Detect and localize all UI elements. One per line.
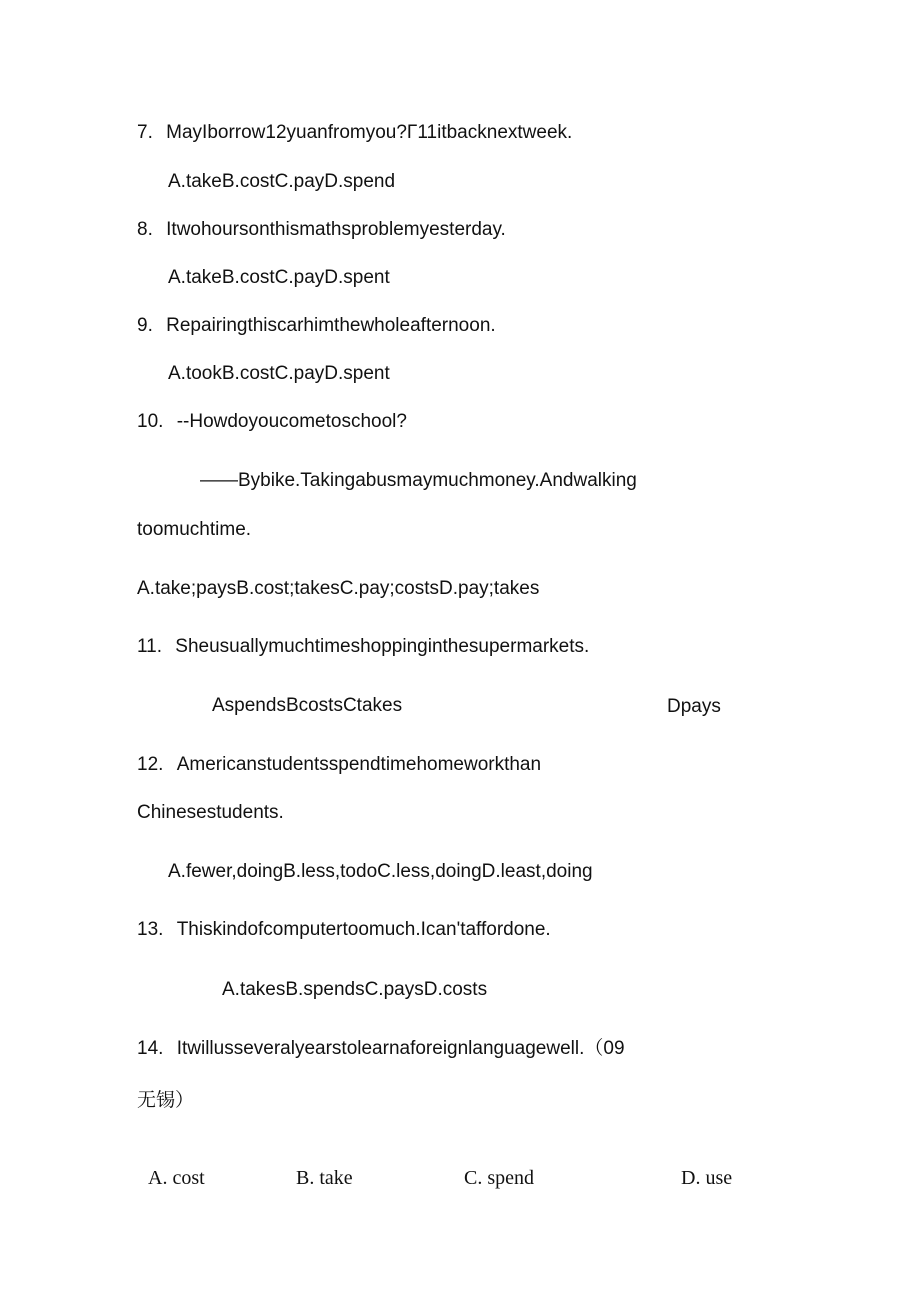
question-13-options: A.takesB.spendsC.paysD.costs <box>222 979 488 1000</box>
question-12 <box>137 753 541 777</box>
question-number: 8. <box>137 219 153 240</box>
question-text: MayIborrow12yuanfromyou?Γ11itbacknextweek. <box>166 122 573 143</box>
question-9-options: A.tookB.costC.payD.spent <box>168 363 390 384</box>
question-number: 7. <box>137 122 153 143</box>
question-11 <box>137 635 589 659</box>
question-9 <box>137 314 496 338</box>
question-number: 10. <box>137 411 164 432</box>
question-14-option-d: D. use <box>681 1167 733 1189</box>
question-14-option-a: A. cost <box>148 1167 205 1189</box>
question-11-option-d: Dpays <box>667 696 721 717</box>
question-number: 13. <box>137 919 164 940</box>
question-text: Americanstudentsspendtimehomeworkthan <box>176 754 542 775</box>
question-8-options: A.takeB.costC.payD.spent <box>168 267 390 288</box>
question-14-source: 无锡） <box>137 1089 195 1111</box>
question-12-text-line-2: Chinesestudents. <box>137 802 284 823</box>
question-7-options: A.takeB.costC.payD.spend <box>168 171 396 192</box>
question-text: Itwohoursonthismathsproblemyesterday. <box>166 219 506 240</box>
question-number: 9. <box>137 315 153 336</box>
question-10-answer-line-2: toomuchtime. <box>137 519 252 540</box>
question-10-answer-line-1: ——Bybike.Takingabusmaymuchmoney.Andwalking <box>200 470 637 491</box>
question-8 <box>137 218 506 242</box>
question-text: --Howdoyoucometoschool? <box>176 411 407 432</box>
question-7 <box>137 121 572 145</box>
question-text: Thiskindofcomputertoomuch.Ican'taffordone. <box>176 919 551 940</box>
question-text: Sheusuallymuchtimeshoppinginthesupermarkets. <box>175 636 590 657</box>
question-number: 11. <box>137 636 163 657</box>
question-10 <box>137 410 407 434</box>
question-14-option-b: B. take <box>296 1167 353 1189</box>
question-number: 12. <box>137 754 164 775</box>
question-number: 14. <box>137 1038 164 1059</box>
question-text: Itwillusseveralyearstolearnaforeignlanguagewell.（09 <box>176 1038 625 1059</box>
question-14 <box>137 1037 625 1061</box>
question-10-options: A.take;paysB.cost;takesC.pay;costsD.pay;takes <box>137 578 540 599</box>
question-14-option-c: C. spend <box>464 1167 534 1189</box>
question-11-options-left: AspendsBcostsCtakes <box>212 695 403 716</box>
question-12-options: A.fewer,doingB.less,todoC.less,doingD.least,doing <box>168 861 593 882</box>
question-text: Repairingthiscarhimthewholeafternoon. <box>166 315 496 336</box>
question-13 <box>137 918 551 942</box>
